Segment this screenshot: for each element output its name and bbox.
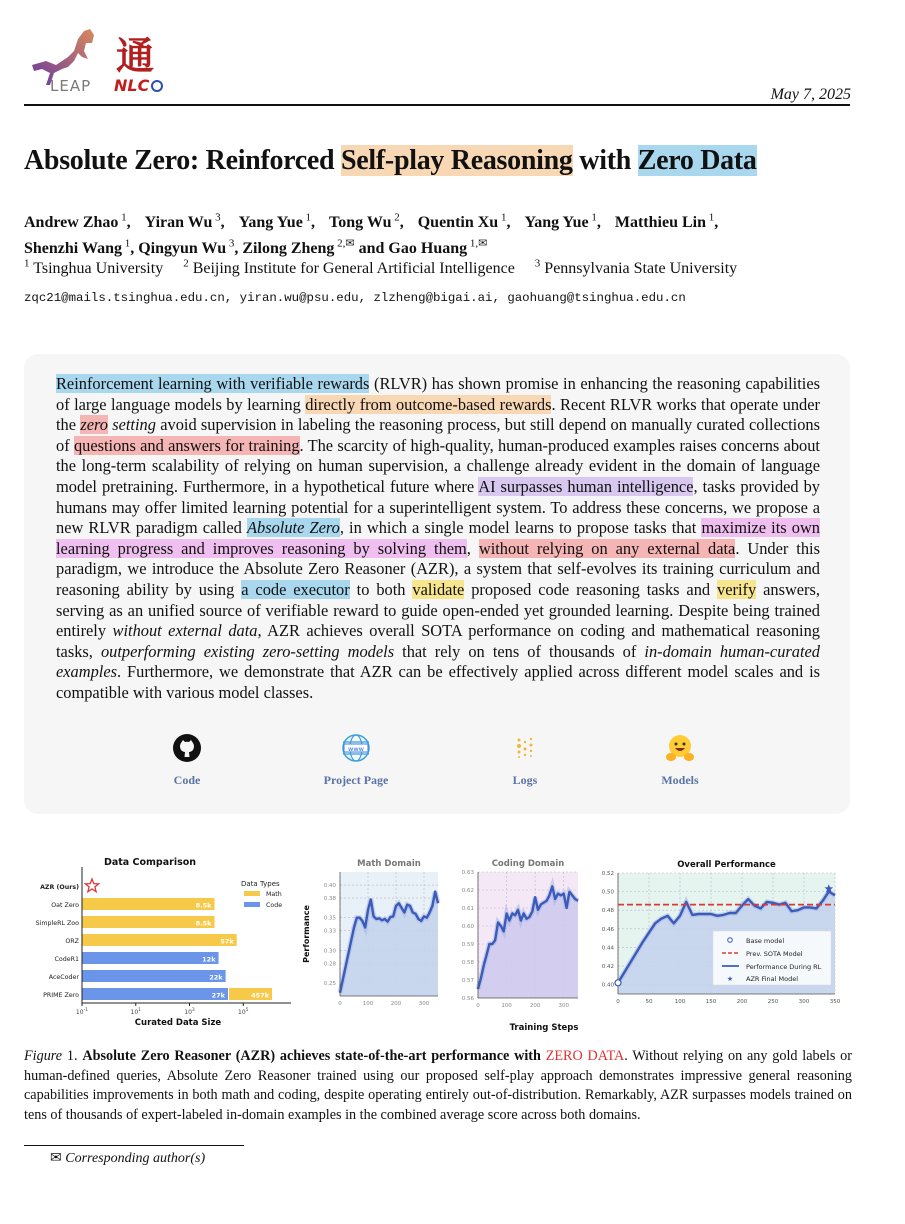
bar-label: 8.5k: [195, 901, 212, 910]
x-tick-label: 200: [529, 1003, 541, 1009]
x-tick-label: 0: [616, 999, 620, 1005]
author: Yang Yue $^1$,: [524, 212, 601, 232]
caption-number: 1.: [62, 1048, 83, 1064]
abstract-highlight: a code executor: [241, 579, 350, 599]
link-code-label[interactable]: Code: [173, 773, 201, 787]
figure-charts: [28, 850, 848, 1040]
title-highlight-zerodata: Zero Data: [637, 145, 757, 176]
x-tick-label: $10^5$: [238, 1008, 249, 1016]
link-code[interactable]: [127, 733, 247, 788]
envelope-icon: ✉: [50, 1151, 62, 1166]
category-label: SimpleRL Zoo: [35, 920, 79, 927]
author: Quentin Xu $^1$,: [417, 212, 511, 232]
legend-label: Math: [266, 891, 282, 898]
category-label: Oat Zero: [51, 902, 79, 909]
leap-horse-logo: [24, 25, 234, 95]
category-label: AZR (Ours): [40, 884, 79, 891]
header-rule: [24, 104, 850, 106]
legend-label: Code: [266, 902, 283, 909]
logos: [24, 25, 234, 95]
caption-bold: Absolute Zero Reasoner (AZR) achieves state-of-the-art performance with: [82, 1048, 546, 1064]
abstract-highlight: without relying on any external data: [478, 538, 736, 558]
y-tick-label: 0.62: [461, 888, 474, 894]
svg-text:www: www: [348, 745, 364, 753]
abstract-segment: proposed code reasoning tasks and: [464, 579, 718, 599]
x-tick-label: 200: [390, 1001, 402, 1007]
y-tick-label: 0.61: [461, 906, 474, 912]
affiliations: [24, 258, 757, 278]
abstract-segment: , tasks provided by humans may offer limited learning potential for a superintelligent system. To address these concerns, we propose a new RLVR paradigm called: [56, 476, 820, 538]
y-axis-label: Performance: [302, 905, 311, 963]
link-project-page[interactable]: [296, 733, 416, 788]
data-comparison-chart: [36, 857, 291, 1028]
abstract-highlight: maximize its own learning progress and improves reasoning by solving them: [56, 518, 820, 558]
x-tick-label: 300: [558, 1003, 569, 1009]
coding-domain-chart: [462, 859, 579, 1033]
resource-links: [100, 733, 820, 793]
legend-label: Prev. SOTA Model: [746, 950, 803, 958]
abstract-segment: outperforming existing zero-setting models: [100, 641, 395, 661]
y-tick-label: 0.63: [461, 870, 474, 876]
abstract-segment: answers, serving as an unified source of verifiable reward to guide open-ended yet grounded learning. Despite being trained entirely: [56, 579, 820, 641]
footnote-rule: [24, 1145, 244, 1146]
x-tick-label: 100: [674, 999, 686, 1005]
y-tick-label: 0.60: [461, 924, 474, 930]
chart-title: Coding Domain: [491, 859, 565, 869]
abstract-text: [56, 374, 820, 704]
overall-performance-chart: [602, 860, 841, 1005]
title-part: with: [572, 145, 638, 176]
emails: zqc21@mails.tsinghua.edu.cn, yiran.wu@psu.edu, zlzheng@bigai.ai, gaohuang@tsinghua.edu.cn: [24, 291, 686, 305]
abstract-highlight: zero: [80, 415, 108, 435]
legend-title: Data Types: [241, 880, 280, 888]
y-tick-label: 0.35: [323, 915, 336, 922]
x-axis-label: Training Steps: [509, 1023, 579, 1033]
y-tick-label: 0.48: [601, 908, 614, 915]
bar-math: [82, 934, 237, 946]
svg-text:通: 通: [116, 33, 155, 78]
x-tick-label: 350: [829, 999, 841, 1005]
legend-marker-star: ★: [726, 975, 734, 983]
abstract-segment: in-domain human-curated examples: [56, 641, 820, 682]
caption-body: . Without relying on any gold labels or human-defined queries, Absolute Zero Reasoner trained using our proposed self-play approach demonstrates impressive general reasoning capabilities improvements in both math and coding, despite operating entirely out-of-distribution. Remarkably, AZR surpasses models trained on tens of thousands of expert-labeled in-domain examples in the combined average score across both domains.: [24, 1048, 852, 1123]
x-tick-label: 300: [418, 1001, 430, 1007]
github-icon: [172, 733, 202, 763]
author: Shenzhi Wang $^1$,: [24, 237, 135, 257]
chart-title: Overall Performance: [677, 860, 776, 870]
link-logs-label[interactable]: Logs: [512, 773, 538, 787]
x-tick-label: 150: [705, 999, 717, 1005]
svg-text:NLC: NLC: [114, 76, 150, 95]
affiliation: $^3$ Pennsylvania State University: [534, 258, 738, 278]
y-tick-label: 0.50: [601, 889, 614, 896]
title-part: Absolute Zero: Reinforced: [24, 145, 342, 176]
affiliation: $^2$ Beijing Institute for General Artificial Intelligence: [183, 258, 515, 278]
abstract-segment: avoid supervision in labeling the reasoning process, but still depend on manually curated collections of: [56, 415, 820, 455]
abstract-highlight: AI surpasses human intelligence: [478, 476, 694, 496]
abstract-segment: setting: [107, 415, 156, 435]
bar-math: [82, 916, 215, 928]
abstract-segment: . Under this paradigm, we introduce the Absolute Zero Reasoner (AZR), a system that self-evolves its training curriculum and reasoning ability by using: [56, 538, 820, 599]
x-tick-label: 0: [338, 1001, 342, 1007]
y-tick-label: 0.46: [601, 926, 614, 933]
abstract-segment: without external data: [112, 621, 258, 641]
author: Qingyun Wu $^3$,: [138, 237, 239, 257]
author: Andrew Zhao $^1$,: [24, 212, 131, 232]
author: Yiran Wu $^3$,: [144, 212, 225, 232]
y-tick-label: 0.57: [461, 978, 474, 984]
bar-math: [82, 898, 215, 910]
abstract-segment: , AZR achieves overall SOTA performance on coding and mathematical reasoning tasks,: [56, 621, 820, 661]
x-tick-label: $10^3$: [184, 1008, 195, 1016]
abstract-segment: (RLVR) has shown promise in enhancing the reasoning capabilities of large language models by learning: [56, 374, 820, 414]
abstract-highlight: questions and answers for training: [73, 435, 300, 455]
x-tick-label: 0: [476, 1003, 480, 1009]
title-highlight-selfplay: Self-play Reasoning: [341, 145, 573, 176]
math-domain-chart: [302, 859, 438, 1007]
bar-code: [82, 988, 228, 1000]
y-tick-label: 0.40: [601, 982, 614, 989]
author: Gao Huang $^{1,✉}$: [388, 237, 488, 257]
logs-dots-icon: [510, 733, 540, 763]
y-tick-label: 0.58: [461, 960, 474, 966]
abstract-segment: . Recent RLVR works that operate under the: [56, 394, 820, 435]
y-tick-label: 0.25: [323, 980, 336, 987]
bar-label: 22k: [209, 973, 223, 982]
legend-label: Performance During RL: [746, 963, 822, 971]
abstract-highlight: Absolute Zero: [246, 518, 340, 538]
link-logs[interactable]: [465, 733, 585, 788]
chart-title: Math Domain: [357, 859, 421, 869]
x-tick-label: $10^{-1}$: [75, 1008, 89, 1016]
authors: [24, 208, 864, 259]
x-tick-label: 100: [362, 1001, 374, 1007]
legend-label: Base model: [746, 937, 785, 945]
category-label: PRIME Zero: [43, 992, 79, 999]
abstract-highlight: validate: [412, 579, 465, 599]
y-tick-label: 0.42: [601, 964, 614, 971]
link-models-label[interactable]: Models: [661, 773, 699, 787]
azr-star-marker: [85, 879, 98, 892]
author: Zilong Zheng $^{2,✉}$ and: [242, 237, 385, 257]
category-label: ORZ: [65, 938, 79, 945]
figure-1: [28, 850, 848, 1040]
bar-code: [82, 970, 226, 982]
y-tick-label: 0.52: [601, 871, 614, 877]
x-tick-label: 50: [645, 999, 653, 1005]
y-tick-label: 0.59: [461, 942, 474, 948]
paper-title: [24, 145, 757, 177]
svg-text:LEAP: LEAP: [50, 77, 92, 95]
category-label: CodeR1: [54, 956, 79, 963]
abstract-highlight: directly from outcome-based rewards: [305, 394, 552, 414]
abstract-highlight: Reinforcement learning with verifiable rewards: [56, 374, 370, 393]
bar-label: 457k: [251, 991, 270, 1000]
abstract-segment: that rely on tens of thousands of: [394, 641, 645, 661]
author: Tong Wu $^2$,: [329, 212, 404, 232]
bar-label: 8.5k: [195, 919, 212, 928]
y-tick-label: 0.30: [323, 948, 336, 955]
link-models[interactable]: [620, 733, 740, 788]
bar-label: 27k: [211, 991, 226, 1000]
legend-swatch-math: [244, 891, 260, 896]
affiliation: $^1$ Tsinghua University: [24, 258, 164, 278]
author: Yang Yue $^1$,: [238, 212, 316, 232]
footnote-text: Corresponding author(s): [65, 1151, 206, 1166]
author: Matthieu Lin $^1$,: [614, 212, 719, 232]
chart-title: Data Comparison: [103, 857, 197, 868]
y-tick-label: 0.40: [323, 883, 336, 890]
abstract-segment: ,: [466, 538, 479, 558]
base-model-marker: [615, 980, 621, 986]
x-tick-label: 100: [501, 1003, 512, 1009]
bar-code: [82, 952, 219, 964]
figure-caption: [24, 1047, 852, 1125]
link-project-page-label[interactable]: Project Page: [323, 773, 389, 787]
y-tick-label: 0.28: [323, 961, 336, 968]
legend-swatch-code: [244, 902, 260, 907]
x-axis-label: Curated Data Size: [134, 1018, 222, 1028]
y-tick-label: 0.33: [323, 928, 336, 935]
hugging-face-icon: [665, 733, 695, 763]
abstract-segment: to both: [349, 579, 413, 599]
x-tick-label: 250: [767, 999, 779, 1005]
abstract-segment: . The scarcity of high-quality, human-produced examples raises concerns about the long-term scalability of relying on human supervision, a challenge already evident in the domain of language model pretraining. Furthermore, in a hypothetical future where: [56, 435, 820, 496]
category-label: AceCoder: [48, 974, 79, 981]
date: May 7, 2025: [770, 86, 851, 103]
bar-label: 12k: [202, 955, 216, 964]
abstract-segment: , in which a single model learns to propose tasks that: [339, 518, 702, 538]
globe-www-icon: [341, 733, 371, 763]
abstract-highlight: verify: [717, 579, 757, 599]
x-tick-label: 200: [736, 999, 748, 1005]
y-tick-label: 0.38: [323, 896, 336, 903]
y-tick-label: 0.44: [601, 945, 614, 952]
legend-label: AZR Final Model: [746, 975, 799, 983]
abstract-segment: . Furthermore, we demonstrate that AZR can be effectively applied across different model scales and is compatible with various model classes.: [56, 662, 820, 702]
x-tick-label: $10^1$: [130, 1008, 142, 1016]
y-tick-label: 0.56: [461, 996, 474, 1002]
caption-label: Figure: [24, 1048, 63, 1064]
caption-zero-data: ZERO DATA: [545, 1048, 625, 1064]
footnote: [50, 1150, 205, 1167]
bar-label: 57k: [220, 937, 234, 946]
x-tick-label: 300: [798, 999, 810, 1005]
